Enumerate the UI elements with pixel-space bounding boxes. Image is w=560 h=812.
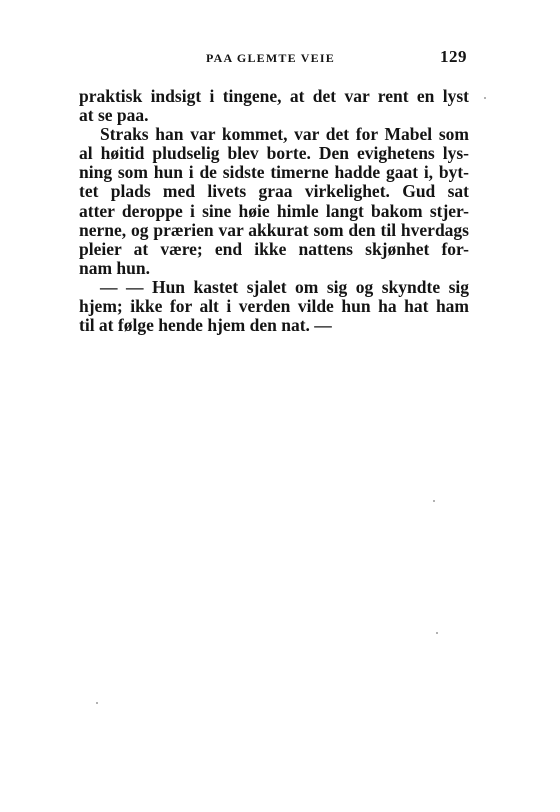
text-line: tet plads med livets graa virkelighet. Gud sat [79, 181, 469, 202]
running-title: PAA GLEMTE VEIE [206, 51, 335, 65]
paragraph [79, 278, 469, 335]
text-line: al høitid pludselig blev borte. Den evighetens lys- [79, 143, 469, 164]
text-line: — — Hun kastet sjalet om sig og skyndte sig [100, 276, 469, 297]
scan-speck [433, 500, 435, 502]
text-line: at se paa. [79, 105, 149, 126]
body-text [79, 87, 469, 335]
scan-speck [484, 97, 486, 99]
scan-speck [436, 632, 438, 634]
text-line: til at følge hende hjem den nat. — [79, 315, 332, 336]
paragraph [79, 125, 469, 278]
text-line: pleier at være; end ikke nattens skjønhet for- [79, 238, 469, 259]
paragraph [79, 87, 469, 125]
text-line: nerne, og prærien var akkurat som den til hverdags [79, 219, 469, 240]
text-line: nam hun. [79, 257, 151, 278]
text-line: ning som hun i de sidste timerne hadde gaat i, byt- [79, 162, 469, 183]
scan-speck [96, 702, 98, 704]
text-line: Straks han var kommet, var det for Mabel som [100, 124, 469, 145]
text-line: hjem; ikke for alt i verden vilde hun ha hat ham [79, 296, 469, 317]
text-line: praktisk indsigt i tingene, at det var rent en lyst [79, 86, 469, 106]
text-line: atter deroppe i sine høie himle langt bakom stjer- [79, 200, 469, 221]
page-number: 129 [440, 47, 467, 66]
